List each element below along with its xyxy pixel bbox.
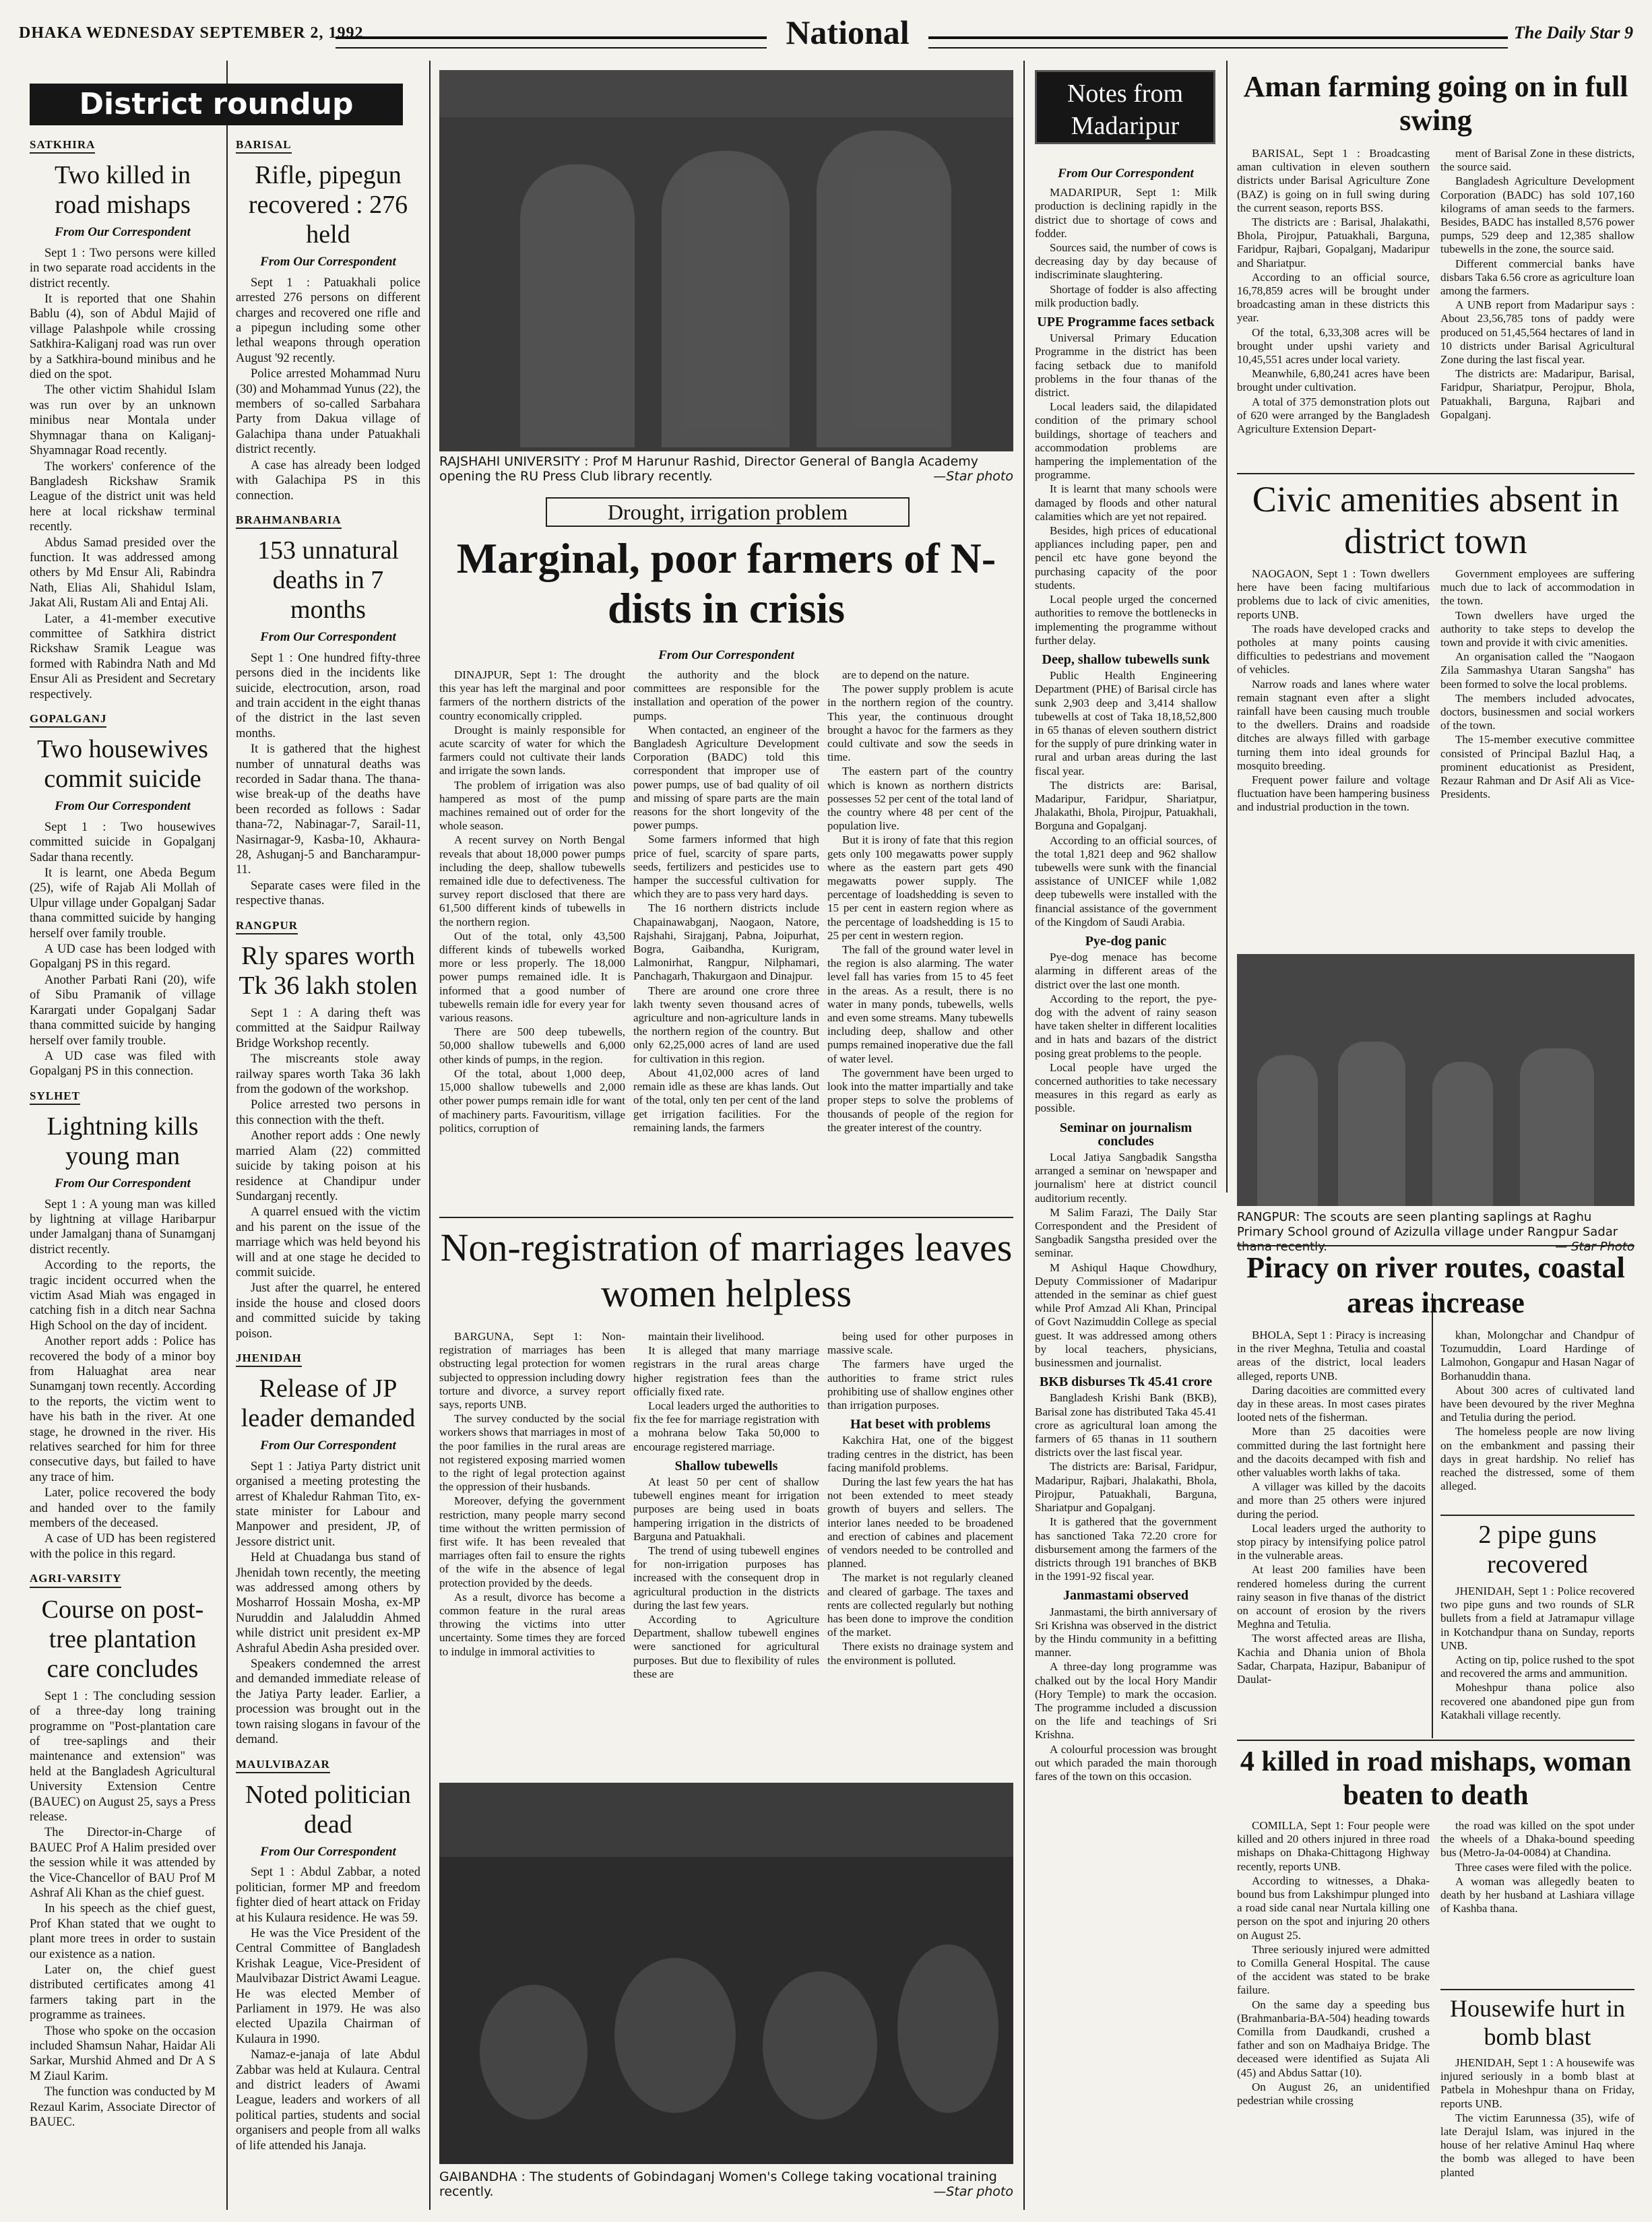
paragraph: He was the Vice President of the Central Committee of Bangladesh Krishak League, Vice-President of Maulvibazar District Awami League. He was elected Member of Parliament in 1979. He was also elected Upazila Chairman of Kulaura in 1990.	[236, 1926, 420, 2046]
paragraph: Another Parbati Rani (20), wife of Sibu Pramanik of village Karargati under Gopalganj Sadar thana committed suicide by hanging herself over family trouble.	[30, 973, 216, 1048]
byline: From Our Correspondent	[260, 1844, 396, 1859]
masthead	[19, 12, 1633, 54]
paragraph: On the same day a speeding bus (Brahmanbaria-BA-504) heading towards Comilla from Daudkandi, crushed a father and son on Madhaiya Bridge. The deceased were identified as Sujata Ali (45) and Abdus Sattar (10).	[1237, 1998, 1430, 2079]
paragraph: In his speech as the chief guest, Prof Khan stated that we ought to plant more trees in order to sustain our existence as a nation.	[30, 1902, 216, 1961]
nonregistration-headline-wrap	[439, 1225, 1013, 1326]
paragraph: A three-day long programme was chalked out by the local Hory Mandir (Hory Temple) to mark the occasion. The programme included a discussion on the life and teachings of Sri Krishna.	[1035, 1660, 1217, 1742]
killed-headline-wrap	[1237, 1745, 1634, 1816]
photo-caption	[439, 454, 1013, 486]
banner-line: Madaripur	[1071, 112, 1180, 140]
article-headline: Noted politician dead	[245, 1780, 411, 1839]
paragraph: Moheshpur thana police also recovered one abandoned pipe gun from Katakhali village recently.	[1440, 1681, 1634, 1721]
paragraph: the authority and the block committees are responsible for the installation and operation of the power pumps.	[633, 668, 819, 722]
paragraph: Narrow roads and lanes where water remain stagnant even after a slight rainfall have been causing much trouble to the dwellers. Drains and roadside ditches are always filled with garbage turning them into ideal grounds for mosquito breeding.	[1237, 677, 1430, 772]
photo-gaibandha-college	[439, 1783, 1013, 2164]
paragraph: A villager was killed by the dacoits and more than 25 others were injured during the period.	[1237, 1480, 1426, 1521]
paragraph: The miscreants stole away railway spares worth Taka 36 lakh from the godown of the workshop.	[236, 1052, 420, 1097]
paragraph: Later on, the chief guest distributed certificates among 41 farmers taking part in the programme as trainees.	[30, 1963, 216, 2023]
pipe-guns-story	[1440, 1520, 1634, 1736]
paragraph: Bangladesh Krishi Bank (BKB), Barisal zone has distributed Taka 45.41 crore as agricultural loan among the farmers of 65 thanas in 11 southern districts over the last fiscal year.	[1035, 1391, 1217, 1459]
paragraph: It is learnt, one Abeda Begum (25), wife of Rajab Ali Mollah of Ulpur village under Gopalganj Sadar thana committed suicide by hanging herself over family trouble.	[30, 866, 216, 941]
section-label: SATKHIRA	[30, 137, 95, 154]
paragraph: Abdus Samad presided over the function. It was addressed among others by Md Ensur Ali, Rabindra Nath, Elias Ali, Shahidul Islam, Jakat Ali, Rustam Ali and Entaj Ali.	[30, 536, 216, 610]
paragraph: Local leaders urged the authorities to fix the fee for marriage registration with a mohrana below Taka 50,000 to encourage registered marriage.	[633, 1399, 819, 1453]
killed-col-2	[1440, 1819, 1634, 1988]
paragraph: Held at Chuadanga bus stand of Jhenidah town recently, the meeting was addressed among others by Mosharrof Hossain Mosha, ex-MP Nuruddin and Jalaluddin Ahmed while district unit president ex-MP Ashraful Abedin Asha presided over.	[236, 1551, 420, 1655]
article-headline: Rifle, pipegun recovered : 276 held	[248, 161, 408, 249]
subheading: Pye-dog panic	[1085, 933, 1167, 949]
paragraph: A case of UD has been registered with the police in this regard.	[30, 1532, 216, 1561]
paragraph: M Ashiqul Haque Chowdhury, Deputy Commissioner of Madaripur attended in the seminar as chief guest while Prof Amzad Ali Khan, Principal of Govt Nazimuddin College as special guest. It was addressed among others by local teachers, physicians, businessmen and journalist.	[1035, 1261, 1217, 1370]
paragraph: A UD case was filed with Gopalganj PS in this connection.	[30, 1049, 216, 1079]
paragraph: Sept 1 : A young man was killed by lightning at village Haribarpur under Jamalganj thana of Sunamganj district recently.	[30, 1197, 216, 1257]
paragraph: The survey conducted by the social workers shows that marriages in most of the poor families in the rural areas are not registered exposing married women to the right of legal protection against the oppression of their husbands.	[439, 1412, 625, 1494]
section-label: RANGPUR	[236, 918, 298, 934]
byline: From Our Correspondent	[260, 630, 396, 645]
paragraph: Of the total, about 1,000 deep, 15,000 shallow tubewells and 2,000 other power pumps remain idle for want of machinery parts. Favouritism, village politics, corruption of	[439, 1067, 625, 1135]
piracy-col-2	[1440, 1329, 1634, 1511]
nonregistration-col-2	[633, 1330, 819, 1707]
photo-credit: —Star photo	[933, 469, 1013, 484]
aman-col-1	[1237, 147, 1430, 436]
paragraph: A case has already been lodged with Galachipa PS in this connection.	[236, 458, 420, 503]
paragraph: There exists no drainage system and the environment is polluted.	[827, 1640, 1013, 1667]
paragraph: About 300 acres of cultivated land have been devoured by the river Meghna and Tetulia during the period.	[1440, 1383, 1634, 1424]
paragraph: Sources said, the number of cows is decreasing day by day because of indiscriminate slaughtering.	[1035, 241, 1217, 282]
article-headline: Two killed in road mishaps	[54, 161, 191, 220]
section-label: BARISAL	[236, 137, 292, 154]
paragraph: Those who spoke on the occasion included Shamsun Nahar, Haidar Ali Sarkar, Murshid Ahmed and Dr A S M Ziaul Karim.	[30, 2024, 216, 2083]
paragraph: The function was conducted by M Rezaul Karim, Associate Director of BAUEC.	[30, 2085, 216, 2130]
byline: From Our Correspondent	[658, 648, 794, 662]
paragraph: BARISAL, Sept 1 : Broadcasting aman cultivation in eleven southern districts under Barisal Agriculture Zone (BAZ) is going on in full swing during the current season, reports BSS.	[1237, 147, 1430, 214]
paragraph: It is reported that one Shahin Bablu (4), son of Abdul Majid of village Palashpole while crossing Satkhira-Kaliganj road was run over by a Satkhira-bound minibus and he died on the spot.	[30, 292, 216, 382]
photo-caption	[1237, 1210, 1634, 1254]
paragraph: According to the reports, the tragic incident occurred when the victim Asad Miah was engaged in catching fish in a ditch near Sachna High School on the day of incident.	[30, 1259, 216, 1333]
paragraph: the road was killed on the spot under the wheels of a Dhaka-bound speeding bus (Metro-Ja-04-0084) at Chandina.	[1440, 1819, 1634, 1860]
paragraph: An organisation called the "Naogaon Zila Sammashya Utaran Sangsha" has been formed to solve the local problems.	[1440, 650, 1634, 691]
paragraph: A UNB report from Madaripur says : About 23,56,785 tons of paddy were produced on 51,45,564 hectares of land in 10 districts under Barisal Agricultural Zone during the last fiscal year.	[1440, 298, 1634, 367]
paragraph: Different commercial banks have disbars Taka 6.56 crore as agriculture loan among the farmers.	[1440, 257, 1634, 298]
paragraph: According to Agriculture Department, shallow tubewell engines were sanctioned for agricultural purposes. But due to flexibility of rules these are	[633, 1613, 819, 1680]
byline: From Our Correspondent	[1058, 166, 1194, 181]
nonregistration-headline: Non-registration of marriages leaves women helpless	[440, 1226, 1013, 1315]
paragraph: But it is irony of fate that this region gets only 100 megawatts power supply where as the eastern part gets 490 megawatts power supply. The percentage of loadshedding is seven to 15 per cent in eastern region where as the percentage of loadshedding is 15 to 25 per cent in western region.	[827, 833, 1013, 942]
paragraph: JHENIDAH, Sept 1 : Police recovered two pipe guns and two rounds of SLR bullets from a field at Jatramapur village in Kotchandpur thana on Sunday, reports UNB.	[1440, 1585, 1634, 1652]
column-1	[30, 137, 216, 2213]
paragraph: The districts are: Madaripur, Barisal, Faridpur, Shariatpur, Perojpur, Bhola, Patuakhali, Barguna, Rajbari and Gopalganj.	[1440, 367, 1634, 421]
paragraph: A UD case has been lodged with Gopalganj PS in this regard.	[30, 943, 216, 972]
paragraph: Sept 1 : A daring theft was committed at the Saidpur Railway Bridge Workshop recently.	[236, 1007, 420, 1050]
paragraph: COMILLA, Sept 1: Four people were killed and 20 others injured in three road mishaps on Dhaka-Chittagong Highway recently, reports UNB.	[1237, 1819, 1430, 1873]
subheading: Deep, shallow tubewells sunk	[1042, 652, 1210, 667]
main-headline-wrap	[439, 534, 1013, 648]
masthead-rule-right	[928, 36, 1508, 49]
paragraph: NAOGAON, Sept 1 : Town dwellers here have been facing multifarious problems due to lack of civic amenities, reports UNB.	[1237, 567, 1430, 621]
paragraph: Bangladesh Agriculture Development Corporation (BADC) has sold 107,160 kilograms of aman seeds to the farmers. Besides, BADC has installed 8,576 power pumps, 529 deep and 12,385 shallow tubewells in the zone, the source said.	[1440, 174, 1634, 256]
section-label: AGRI-VARSITY	[30, 1571, 121, 1587]
section-label: BRAHMANBARIA	[236, 513, 342, 529]
column-rule	[1432, 1294, 1433, 1738]
paragraph: About 41,02,000 acres of land remain idle as these are khas lands. Out of the total, only ten per cent of the land get irrigation facilities. For the remaining lands, the farmers	[633, 1066, 819, 1134]
aman-headline-wrap	[1237, 70, 1634, 144]
subheading: UPE Programme faces setback	[1037, 315, 1215, 330]
story-kicker: Drought, irrigation problem	[546, 497, 910, 527]
column-rule	[1226, 61, 1228, 1193]
paragraph: According to the report, the pye-dog with the advent of rainy season have taken shelter in different localities and in hats and bazars of the district posing great problems to the people.	[1035, 992, 1217, 1060]
paragraph: Sept 1 : The concluding session of a three-day long training programme on "Post-plantation care of tree-saplings and their maintenance and extension" was held at the Bangladesh Agricultural University Extension Centre (BAUEC) on August 25, says a Press release.	[30, 1689, 216, 1824]
civic-col-1	[1237, 567, 1430, 949]
nonregistration-col-3	[827, 1330, 1013, 1707]
section-label: SYLHET	[30, 1089, 80, 1105]
paragraph: BARGUNA, Sept 1: Non-registration of marriages has been obstructing legal protection for women subjected to oppression including dowry torture and divorce, a survey report says, reports UNB.	[439, 1330, 625, 1411]
paragraph: According to witnesses, a Dhaka-bound bus from Lakshimpur plunged into a road side canal near Nurtala killing one person on the spot and injuring 20 others on August 25.	[1237, 1874, 1430, 1942]
paragraph: Local people urged the concerned authorities to remove the bottlenecks in implementing the programme without further delay.	[1035, 593, 1217, 647]
column-rule	[1023, 61, 1025, 2210]
masthead-dateline: DHAKA WEDNESDAY SEPTEMBER 2, 1992	[19, 24, 364, 42]
subheading: Seminar on journalism concludes	[1059, 1120, 1193, 1149]
paragraph: At least 50 per cent of shallow tubewell engines meant for irrigation purposes are being used in boats hampering irrigation in the districts of Barguna and Patuakhali.	[633, 1475, 819, 1543]
paragraph: Just after the quarrel, he entered inside the house and closed doors and committed suicide by taking poison.	[236, 1281, 420, 1341]
story-divider	[1237, 473, 1634, 474]
paragraph: The homeless people are now living on the embankment and passing their days in great hardship. No relief has reached the distressed, some of them alleged.	[1440, 1425, 1634, 1493]
story-divider	[1440, 1515, 1634, 1516]
paragraph: The 15-member executive committee consisted of Principal Bazlul Haq, a prominent educationist as President, Rezaur Rahman and Dr Asif Ali as Vice-Presidents.	[1440, 733, 1634, 801]
paragraph: Meanwhile, 6,80,241 acres have been brought under cultivation.	[1237, 367, 1430, 394]
paragraph: During the last few years the hat has not been extended to meet steady growth of buyers and sellers. The interior lanes needed to be broadened and erection of cabines and placement of vendors needed to be controlled and planned.	[827, 1475, 1013, 1570]
paragraph: The districts are: Barisal, Madaripur, Faridpur, Shariatpur, Jhalakathi, Bhola, Pirojpur, Patuakhali, Borguna and Gopalganj.	[1035, 778, 1217, 833]
paragraph: It is alleged that many marriage registrars in the rural areas charge higher registration fees than the officially fixed rate.	[633, 1344, 819, 1398]
paragraph: More than 25 dacoities were committed during the last fortnight here and the dacoits decamped with fish and other valuables worth lakhs of taka.	[1237, 1425, 1426, 1480]
paragraph: The power supply problem is acute in the northern region of the country. This year, the continuous drought brought a havoc for the farmers as they could cultivate and sow the seeds in time.	[827, 683, 1013, 764]
subheading: Shallow tubewells	[674, 1458, 778, 1473]
civic-col-2	[1440, 567, 1634, 949]
paragraph: BHOLA, Sept 1 : Piracy is increasing in the river Meghna, Tetulia and coastal areas of the district, local leaders alleged, reports UNB.	[1237, 1329, 1426, 1383]
paragraph: are to depend on the nature.	[842, 668, 970, 681]
paragraph: A colourful procession was brought out which paraded the main thorough fares of the town on this occasion.	[1035, 1742, 1217, 1783]
paragraph: Another report adds : One newly married Alam (22) committed suicide by taking poison at his residence at Chandipur under Sundarganj recently.	[236, 1129, 420, 1203]
subheading: BKB disburses Tk 45.41 crore	[1039, 1374, 1213, 1390]
nonregistration-col-1	[439, 1330, 625, 1707]
paragraph: Three seriously injured were admitted to Comilla General Hospital. The cause of the accident was stated to be brake failure.	[1237, 1942, 1430, 1997]
paragraph: Kakchira Hat, one of the biggest trading centres in the district, has been facing manifold problems.	[827, 1434, 1013, 1474]
story-divider	[1237, 1740, 1634, 1741]
article-headline: 153 unnatural deaths in 7 months	[257, 536, 399, 625]
paragraph: At least 200 families have been rendered homeless during the current rainy season in five thanas of the district on account of erosion by the rivers Meghna and Tetulia.	[1237, 1563, 1426, 1631]
byline: From Our Correspondent	[55, 799, 191, 814]
piracy-col-1	[1237, 1329, 1426, 1733]
article-headline: 2 pipe guns recovered	[1478, 1521, 1597, 1579]
paragraph: Sept 1 : Abdul Zabbar, a noted politician, former MP and freedom fighter died of heart attack on Friday at his Kulaura residence. He was 59.	[236, 1866, 420, 1925]
paragraph: The worst affected areas are Ilisha, Kachia and Dhania union of Bhola Sadar, Charpata, Hazipur, Babanipur of Daulat-	[1237, 1632, 1426, 1686]
paragraph: Another report adds : Police has recovered the body of a minor boy from Haluaghat area near Sunamganj town recently. According to the reports, the victim went to have his bath in the river. At one stage, he drowned in the river. His relatives searched for him for three consecutive days, but failed to have any trace of him.	[30, 1335, 216, 1484]
paragraph: Acting on tip, police rushed to the spot and recovered the arms and ammunition.	[1440, 1653, 1634, 1680]
column-rule	[429, 61, 431, 2210]
section-title: National	[767, 12, 928, 53]
masthead-rule-left	[336, 36, 767, 49]
paragraph: As a result, divorce has become a common feature in the rural areas throwing the victims into utter uncertainty. Some times they are forced to indulge in immoral activities to	[439, 1590, 625, 1658]
paragraph: Out of the total, only 43,500 different kinds of tubewells worked more or less properly. The 18,000 power pumps remained idle. It is informed that a good number of tubewells remain idle for every year for various reasons.	[439, 929, 625, 1025]
paragraph: Local leaders urged the authority to stop piracy by intensifying police patrol in the vulnerable areas.	[1237, 1521, 1426, 1562]
piracy-headline: Piracy on river routes, coastal areas increase	[1246, 1251, 1625, 1319]
paragraph: The 16 northern districts include Chapainawabganj, Naogaon, Natore, Rajshahi, Sirajganj, Pabna, Joipurhat, Bogra, Gaibandha, Kurigram, Lalmonirhat, Rangpur, Nilphamari, Panchagarh, Thakurgaon and Dinajpur.	[633, 901, 819, 983]
section-label: MAULVIBAZAR	[236, 1757, 330, 1773]
paragraph: The farmers have urged the authorities to frame strict rules prohibiting use of shallow engines other than irrigation purposes.	[827, 1358, 1013, 1412]
caption-text: RANGPUR: The scouts are seen planting saplings at Raghu Primary School ground of Azizulla village under Rangpur Sadar thana recently.	[1237, 1210, 1618, 1254]
paragraph: Sept 1 : Jatiya Party district unit organised a meeting protesting the arrest of Khaledur Rahman Tito, ex-state minister for Labour and Manpower and president, JP, of Jessore district unit.	[236, 1459, 420, 1549]
paragraph: maintain their livelihood.	[648, 1330, 765, 1343]
paragraph: JHENIDAH, Sept 1 : A housewife was injured seriously in a bomb blast at Patbela in Moheshpur thana on Friday, reports UNB.	[1440, 2056, 1634, 2110]
paragraph: khan, Molongchar and Chandpur of Tozumuddin, Loard Hardinge of Lalmohon, Gongapur and Hasan Nagar of Borhanuddin thana.	[1440, 1329, 1634, 1383]
paragraph: The roads have developed cracks and potholes at many points causing difficulties to pedestrians and movement of vehicles.	[1237, 622, 1430, 676]
subheading: Janmastami observed	[1062, 1588, 1189, 1604]
paragraph: Government employees are suffering much due to lack of accommodation in the town.	[1440, 567, 1634, 608]
byline: From Our Correspondent	[55, 225, 191, 240]
paragraph: Later, a 41-member executive committee of Satkhira district Rickshaw Sramik League was formed with Rabindra Nath and Md Ensur Ali as President and Secretary respectively.	[30, 612, 216, 701]
paragraph: Public Health Engineering Department (PHE) of Barisal circle has sunk 2,903 deep and 3,414 shallow tubewells at cost of Taka 18,18,52,800 in 65 thanas of eleven southern district for the supply of pure drinking water in rural and urban areas during the last fiscal year.	[1035, 669, 1217, 777]
paragraph: The eastern part of the country which is known as northern districts possesses 52 per cent of the total land of the country where 48 per cent of the population live.	[827, 765, 1013, 833]
paragraph: Some farmers informed that high price of fuel, scarcity of spare parts, seeds, fertilizers and pesticides use to hamper the successful cultivation for which they are to pass very hard days.	[633, 833, 819, 901]
paragraph: Universal Primary Education Programme in the district has been facing setback due to manifold problems in the four thanas of the district.	[1035, 331, 1217, 400]
paragraph: Moreover, defying the government restriction, many people marry second time without the written permission of first wife. It has been revealed that marriages often fail to ensure the rights of the wife in the absence of legal protection provided by the deeds.	[439, 1494, 625, 1589]
paragraph: Shortage of fodder is also affecting milk production badly.	[1035, 282, 1217, 309]
paragraph: Frequent power failure and voltage fluctuation have been hampering business and industrial production in the town.	[1237, 773, 1430, 814]
column-5	[1035, 164, 1217, 2213]
paragraph: A woman was allegedly beaten to death by her husband at Lashiara village of Kashba thana.	[1440, 1874, 1634, 1915]
paragraph: There are 500 deep tubewells, 50,000 shallow tubewells and 6,000 other kinds of pumps, in the region.	[439, 1025, 625, 1066]
paragraph: A recent survey on North Bengal reveals that about 18,000 power pumps including the deep, shallow tubewells remained idle due to defectiveness. The survey report disclosed that there are 61,500 different kinds of tubewells in the northern region.	[439, 833, 625, 928]
paragraph: The victim Earunnessa (35), wife of late Derajul Islam, was injured in the house of her relative Aminul Haq where the bomb was alleged to have been planted	[1440, 2111, 1634, 2179]
paragraph: Sept 1 : One hundred fifty-three persons died in the incidents like suicide, electrocution, arson, road and train accident in the eight thanas of the district in the last seven months.	[236, 651, 420, 740]
paragraph: The market is not regularly cleaned and cleared of garbage. The taxes and rents are collected regularly but nothing has been done to improve the condition of the market.	[827, 1571, 1013, 1639]
notes-from-madaripur-banner	[1035, 70, 1215, 144]
killed-headline: 4 killed in road mishaps, woman beaten to death	[1240, 1746, 1632, 1811]
civic-headline: Civic amenities absent in district town	[1252, 479, 1620, 561]
paragraph: M Salim Farazi, The Daily Star Correspondent and the President of Sangbadik Sangstha presided over the seminar.	[1035, 1205, 1217, 1260]
paragraph: Three cases were filed with the police.	[1455, 1860, 1632, 1874]
killed-col-1	[1237, 1819, 1430, 2213]
paragraph: Drought is mainly responsible for acute scarcity of water for which the farmers could not cultivate their lands and irrigate the sown lands.	[439, 723, 625, 777]
photo-credit: — Star Photo	[1555, 1240, 1634, 1254]
byline: From Our Correspondent	[260, 1438, 396, 1453]
paragraph: A quarrel ensued with the victim and his parent on the issue of the marriage which was held beyond his will and at one stage he decided to commit suicide.	[236, 1205, 420, 1279]
paragraph: The workers' conference of the Bangladesh Rickshaw Sramik League of the district unit was held here at local rickshaw terminal recently.	[30, 459, 216, 534]
paragraph: Daring dacoities are committed every day in these areas. In most cases pirates looted nets of the fisherman.	[1237, 1383, 1426, 1424]
article-headline: Release of JP leader demanded	[241, 1374, 416, 1433]
paragraph: Town dwellers have urged the authority to take steps to develop the town and provide it with civic amenities.	[1440, 608, 1634, 649]
paragraph: ment of Barisal Zone in these districts, the source said.	[1440, 147, 1634, 174]
article-headline: Two housewives commit suicide	[37, 735, 208, 794]
piracy-headline-wrap	[1237, 1250, 1634, 1325]
paragraph: A total of 375 demonstration plots out of 620 were arranged by the Bangladesh Agriculture Extension Depart-	[1237, 395, 1430, 436]
byline: From Our Correspondent	[55, 1176, 191, 1191]
paragraph: Local people have urged the concerned authorities to take necessary measures in this regard as early as possible.	[1035, 1060, 1217, 1115]
story-divider	[1237, 1245, 1634, 1246]
paragraph: The members included advocates, doctors, businessmen and social workers of the town.	[1440, 691, 1634, 732]
byline: From Our Correspondent	[260, 255, 396, 269]
caption-text: RAJSHAHI UNIVERSITY : Prof M Harunur Rashid, Director General of Bangla Academy opening the RU Press Club library recently.	[439, 454, 979, 484]
paragraph: It is gathered that the highest number of unnatural deaths was recorded in Sadar thana. The thana-wise break-up of the deaths have been recorded as follows : Sadar thana-72, Nabinagar-7, Sarail-11, Nasirnagar-9, Kasba-10, Akhaura-28, Ashuganj-5 and Bancharampur-11.	[236, 742, 420, 877]
paragraph: Later, police recovered the body and handed over to the family members of the deceased.	[30, 1486, 216, 1531]
paragraph: The Director-in-Charge of BAUEC Prof A Halim presided over the session while it was attended by the Vice-Chancellor of BAU Prof M Ashraf Ali Khan as the chief guest.	[30, 1826, 216, 1900]
paragraph: Police arrested Mohammad Nuru (30) and Mohammad Yunus (22), the members of so-called Sarbahara Party from Dakua village of Galachipa thana under Patuakhali district recently.	[236, 367, 420, 457]
article-headline: Course on post-tree plantation care concludes	[41, 1595, 204, 1683]
paragraph: It is gathered that the government has sanctioned Taka 72.20 crore for disbursement among the farmers of the districts through 191 branches of BKB in the 1991-92 fiscal year.	[1035, 1515, 1217, 1583]
story-divider	[439, 1217, 1013, 1218]
paragraph: Besides, high prices of educational appliances including paper, pen and pencil etc have gone beyond the purchasing capacity of the poor students.	[1035, 524, 1217, 592]
banner-line: Notes from	[1067, 80, 1184, 108]
paragraph: The districts are : Barisal, Jhalakathi, Bhola, Pirojpur, Patuakhali, Barguna, Faridpur, Rajbari, Gopalganj, Madaripur and Shariatpur.	[1237, 216, 1430, 269]
paragraph: The fall of the ground water level in the region is also alarming. The water level fall has varies from 15 to 45 feet in the areas. As a result, there is no water in many ponds, tubewells, wells and even some streams. Many tubewells including deep, shallow and other pumps remained inoperative due the fall of water level.	[827, 943, 1013, 1065]
paragraph: The trend of using tubewell engines for non-irrigation purposes has increased with the consequent drop in agricultural production in the districts during the last few years.	[633, 1544, 819, 1612]
column-rule	[226, 61, 228, 2210]
paragraph: The government have been urged to look into the matter impartially and take proper steps to solve the problems of thousands of people of the region for the greater interest of the country.	[827, 1066, 1013, 1134]
section-label: GOPALGANJ	[30, 711, 106, 728]
photo-rangpur-scouts	[1237, 954, 1634, 1206]
paragraph: Sept 1 : Two housewives committed suicide in Gopalganj Sadar thana recently.	[30, 820, 216, 864]
photo-rajshahi-university	[439, 70, 1013, 451]
caption-text: GAIBANDHA : The students of Gobindaganj Women's College taking vocational training recently.	[439, 2169, 997, 2199]
main-headline: Marginal, poor farmers of N-dists in crisis	[456, 534, 996, 632]
paragraph: Police arrested two persons in this connection with the theft.	[236, 1098, 420, 1127]
photo-credit: —Star photo	[933, 2184, 1013, 2199]
section-label: JHENIDAH	[236, 1351, 302, 1367]
paragraph: On August 26, an unidentified pedestrian while crossing	[1237, 2080, 1430, 2107]
paragraph: Sept 1 : Two persons were killed in two separate road accidents in the district recently.	[30, 246, 216, 290]
aman-col-2	[1440, 147, 1634, 433]
paragraph: DINAJPUR, Sept 1: The drought this year has left the marginal and poor farmers of the northern districts of the country economically crippled.	[439, 668, 625, 722]
paragraph: Local Jatiya Sangbadik Sangstha arranged a seminar on 'newspaper and journalism' here at district council auditorium recently.	[1035, 1151, 1217, 1205]
paragraph: Namaz-e-janaja of late Abdul Zabbar was held at Kulaura. Central and district leaders of Awami League, leaders and workers of all political parties, students and social organisers and people from all walks of life attended his Janaja.	[236, 2048, 420, 2153]
paragraph: There are around one crore three lakh twenty seven thousand acres of agriculture and non-agriculture lands in the northern region of the country. But only 62,25,000 acres of land are used for cultivation in this region.	[633, 984, 819, 1065]
paragraph: According to an official sources, of the total 1,821 deep and 962 shallow tubewells were sunk with the financial assistance of UNICEF while 1,082 deep tubewells were installed with the financial assistance of the government of the Kingdom of Saudi Arabia.	[1035, 833, 1217, 928]
paragraph: Local leaders said, the dilapidated condition of the primary school buildings, shortage of teachers and accommodation problems are hampering the implementation of the programme.	[1035, 400, 1217, 482]
aman-headline: Aman farming going on in full swing	[1243, 70, 1628, 137]
paragraph: It is learnt that many schools were damaged by floods and other natural calamities which are yet not repaired.	[1035, 482, 1217, 523]
article-headline: Housewife hurt in bomb blast	[1450, 1995, 1625, 2050]
paragraph: The problem of irrigation was also hampered as most of the pump machines remained out of order for the whole season.	[439, 778, 625, 833]
paragraph: The other victim Shahidul Islam was run over by an unknown minibus near Montala under Shymnagar thana on Kaliganj-Shyamnagar Road recently.	[30, 383, 216, 458]
subheading: Hat beset with problems	[850, 1417, 990, 1432]
civic-headline-wrap	[1237, 478, 1634, 563]
paragraph: Pye-dog menace has become alarming in different areas of the district over the last one month.	[1035, 951, 1217, 991]
paragraph: Speakers condemned the arrest and demanded immediate release of the Jatiya Party leader. Earlier, a procession was brought out in the town raising slogans in favour of the demand.	[236, 1657, 420, 1747]
story-divider	[1440, 1989, 1634, 1990]
paragraph: According to an official source, 16,78,859 acres will be brought under broadcasting aman in these districts this year.	[1237, 270, 1430, 325]
district-roundup-banner: District roundup	[30, 84, 403, 125]
article-headline: Lightning kills young man	[46, 1112, 199, 1171]
paragraph: When contacted, an engineer of the Bangladesh Agriculture Development Corporation (BADC) told this correspondent that improper use of power pumps, use of bad quality of oil and missing of spare parts are the main reasons for the short longevity of the power pumps.	[633, 723, 819, 832]
paragraph: Janmastami, the birth anniversary of Sri Krishna was observed in the district by the Hindu community in a befitting manner.	[1035, 1605, 1217, 1659]
paragraph: MADARIPUR, Sept 1: Milk production is declining rapidly in the district due to shortage of cows and fodder.	[1035, 186, 1217, 240]
paragraph: Of the total, 6,33,308 acres will be brought under upshi variety and 10,45,551 acres under local variety.	[1237, 325, 1430, 367]
paragraph: being used for other purposes in massive scale.	[827, 1330, 1013, 1357]
paragraph: Separate cases were filed in the respective thanas.	[236, 879, 420, 908]
article-headline: Rly spares worth Tk 36 lakh stolen	[239, 942, 418, 1001]
housewife-story	[1440, 1994, 1634, 2213]
paragraph: Sept 1 : Patuakhali police arrested 276 persons on different charges and recovered one rifle and a pipegun including some other lethal weapons through operation August '92 recently.	[236, 276, 420, 365]
masthead-paper-name: The Daily Star 9	[1514, 23, 1633, 42]
paragraph: The districts are: Barisal, Faridpur, Madaripur, Rajbari, Jhalakathi, Bhola, Pirojpur, Patuakhali, Barguna, Shariatpur and Gopalganj.	[1035, 1460, 1217, 1515]
photo-caption	[439, 2169, 1013, 2203]
column-2	[236, 137, 420, 2213]
